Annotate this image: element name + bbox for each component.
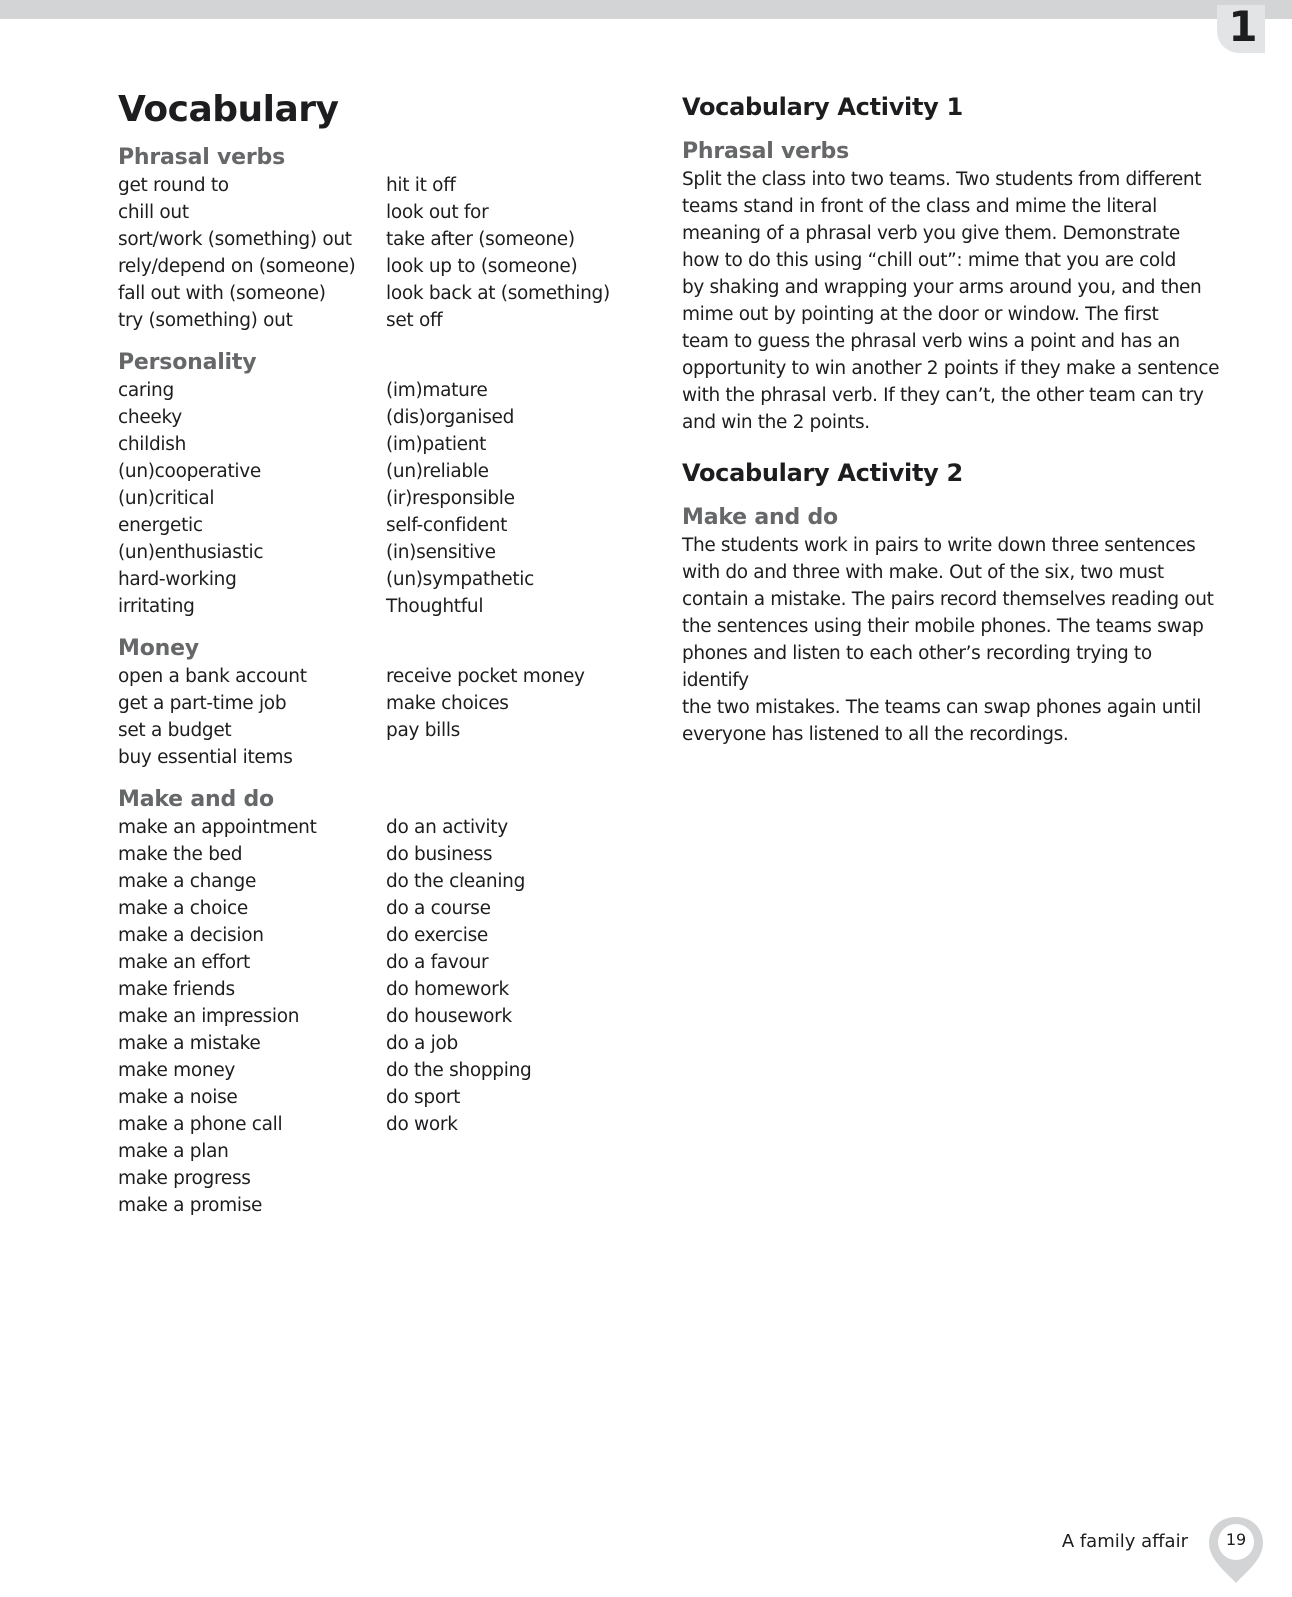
- word-item: sort/work (something) out: [118, 229, 352, 250]
- word-item: do the shopping: [386, 1060, 532, 1081]
- top-bar: [0, 0, 1292, 19]
- word-item: (un)cooperative: [118, 461, 261, 482]
- word-list: [118, 172, 618, 334]
- activity-text-line: and win the 2 points.: [682, 412, 870, 433]
- word-item: childish: [118, 434, 187, 455]
- activity-text-line: The students work in pairs to write down three sentences: [682, 535, 1196, 556]
- word-item: make a decision: [118, 925, 264, 946]
- word-item: (dis)organised: [386, 407, 515, 428]
- word-item: (ir)responsible: [386, 488, 515, 509]
- word-item: get a part-time job: [118, 693, 287, 714]
- word-item: do sport: [386, 1087, 461, 1108]
- word-item: do housework: [386, 1006, 512, 1027]
- activity-text-line: mime out by pointing at the door or window. The first: [682, 304, 1159, 325]
- activity-subtitle: Make and do: [682, 505, 838, 530]
- word-item: Thoughtful: [386, 596, 484, 617]
- section-heading: Money: [118, 636, 199, 661]
- word-item: (un)sympathetic: [386, 569, 534, 590]
- activities: [682, 92, 1222, 748]
- word-item: caring: [118, 380, 174, 401]
- word-item: hit it off: [386, 175, 456, 196]
- activity-text-line: the sentences using their mobile phones. The teams swap: [682, 616, 1204, 637]
- word-item: make an effort: [118, 952, 251, 973]
- word-item: buy essential items: [118, 747, 293, 768]
- activity-title: Vocabulary Activity 2: [682, 459, 963, 487]
- word-item: make a mistake: [118, 1033, 261, 1054]
- word-item: make an impression: [118, 1006, 300, 1027]
- word-item: make a noise: [118, 1087, 238, 1108]
- section-heading: Make and do: [118, 787, 274, 812]
- page-title: Vocabulary: [118, 89, 339, 130]
- word-item: look out for: [386, 202, 489, 223]
- word-item: look up to (someone): [386, 256, 578, 277]
- activities-column: [682, 92, 1222, 748]
- vocabulary-sections: [118, 144, 618, 1219]
- activity-text-line: the two mistakes. The teams can swap phones again until: [682, 697, 1202, 718]
- section-heading: Phrasal verbs: [118, 145, 285, 170]
- word-item: do a course: [386, 898, 491, 919]
- activity-text-line: opportunity to win another 2 points if they make a sentence: [682, 358, 1220, 379]
- unit-number: 1: [1228, 2, 1258, 51]
- word-item: [386, 1192, 626, 1219]
- activity-text-line: phones and listen to each other’s recording trying to identify: [682, 643, 1152, 691]
- word-item: irritating: [118, 596, 195, 617]
- section-heading: Personality: [118, 350, 257, 375]
- word-list: [118, 663, 618, 771]
- word-item: (un)critical: [118, 488, 215, 509]
- word-item: do exercise: [386, 925, 488, 946]
- word-item: self-confident: [386, 515, 508, 536]
- word-item: make a phone call: [118, 1114, 283, 1135]
- word-item: chill out: [118, 202, 189, 223]
- word-item: fall out with (someone): [118, 283, 326, 304]
- word-item: do an activity: [386, 817, 508, 838]
- word-item: look back at (something): [386, 283, 610, 304]
- word-item: make money: [118, 1060, 236, 1081]
- activity-text-line: Split the class into two teams. Two students from different: [682, 169, 1202, 190]
- word-item: set off: [386, 310, 443, 331]
- word-item: [386, 1165, 626, 1192]
- word-item: make friends: [118, 979, 235, 1000]
- word-item: open a bank account: [118, 666, 307, 687]
- activity-subtitle: Phrasal verbs: [682, 139, 849, 164]
- word-item: do a favour: [386, 952, 489, 973]
- activity-text-line: how to do this using “chill out”: mime that you are cold: [682, 250, 1177, 271]
- word-item: make a change: [118, 871, 257, 892]
- word-item: make a promise: [118, 1195, 263, 1216]
- word-item: set a budget: [118, 720, 232, 741]
- activity-text-line: meaning of a phrasal verb you give them. Demonstrate: [682, 223, 1180, 244]
- word-item: do a job: [386, 1033, 458, 1054]
- section-gap: [682, 436, 1222, 458]
- footer-title: A family affair: [1061, 1531, 1188, 1552]
- activity-text-line: everyone has listened to all the recordings.: [682, 724, 1069, 745]
- word-item: take after (someone): [386, 229, 575, 250]
- activity-text-line: with the phrasal verb. If they can’t, the other team can try: [682, 385, 1204, 406]
- word-item: pay bills: [386, 720, 461, 741]
- word-item: rely/depend on (someone): [118, 256, 356, 277]
- word-item: make choices: [386, 693, 509, 714]
- word-item: make the bed: [118, 844, 243, 865]
- word-item: receive pocket money: [386, 666, 585, 687]
- word-item: [386, 744, 626, 771]
- page-number-pin-icon: [1206, 1514, 1266, 1586]
- activity-text-line: team to guess the phrasal verb wins a point and has an: [682, 331, 1180, 352]
- word-item: make a plan: [118, 1141, 229, 1162]
- activity-text-line: with do and three with make. Out of the six, two must: [682, 562, 1164, 583]
- activity-text-line: teams stand in front of the class and mime the literal: [682, 196, 1157, 217]
- word-item: make a choice: [118, 898, 248, 919]
- word-item: (un)reliable: [386, 461, 489, 482]
- word-item: do work: [386, 1114, 458, 1135]
- word-item: (im)patient: [386, 434, 487, 455]
- word-item: make an appointment: [118, 817, 317, 838]
- word-item: (un)enthusiastic: [118, 542, 264, 563]
- activity-title: Vocabulary Activity 1: [682, 93, 963, 121]
- word-item: make progress: [118, 1168, 251, 1189]
- word-list: [118, 377, 618, 620]
- page-number: 19: [1225, 1530, 1247, 1549]
- word-item: cheeky: [118, 407, 182, 428]
- word-item: get round to: [118, 175, 229, 196]
- word-item: hard-working: [118, 569, 237, 590]
- word-item: energetic: [118, 515, 203, 536]
- vocabulary-column: [118, 88, 618, 1234]
- word-item: (in)sensitive: [386, 542, 496, 563]
- activity-text-line: by shaking and wrapping your arms around you, and then: [682, 277, 1202, 298]
- word-item: (im)mature: [386, 380, 488, 401]
- word-item: do the cleaning: [386, 871, 526, 892]
- word-item: try (something) out: [118, 310, 293, 331]
- word-item: do business: [386, 844, 493, 865]
- word-item: do homework: [386, 979, 509, 1000]
- activity-text-line: contain a mistake. The pairs record themselves reading out: [682, 589, 1214, 610]
- word-list: [118, 814, 618, 1219]
- word-item: [386, 1138, 626, 1165]
